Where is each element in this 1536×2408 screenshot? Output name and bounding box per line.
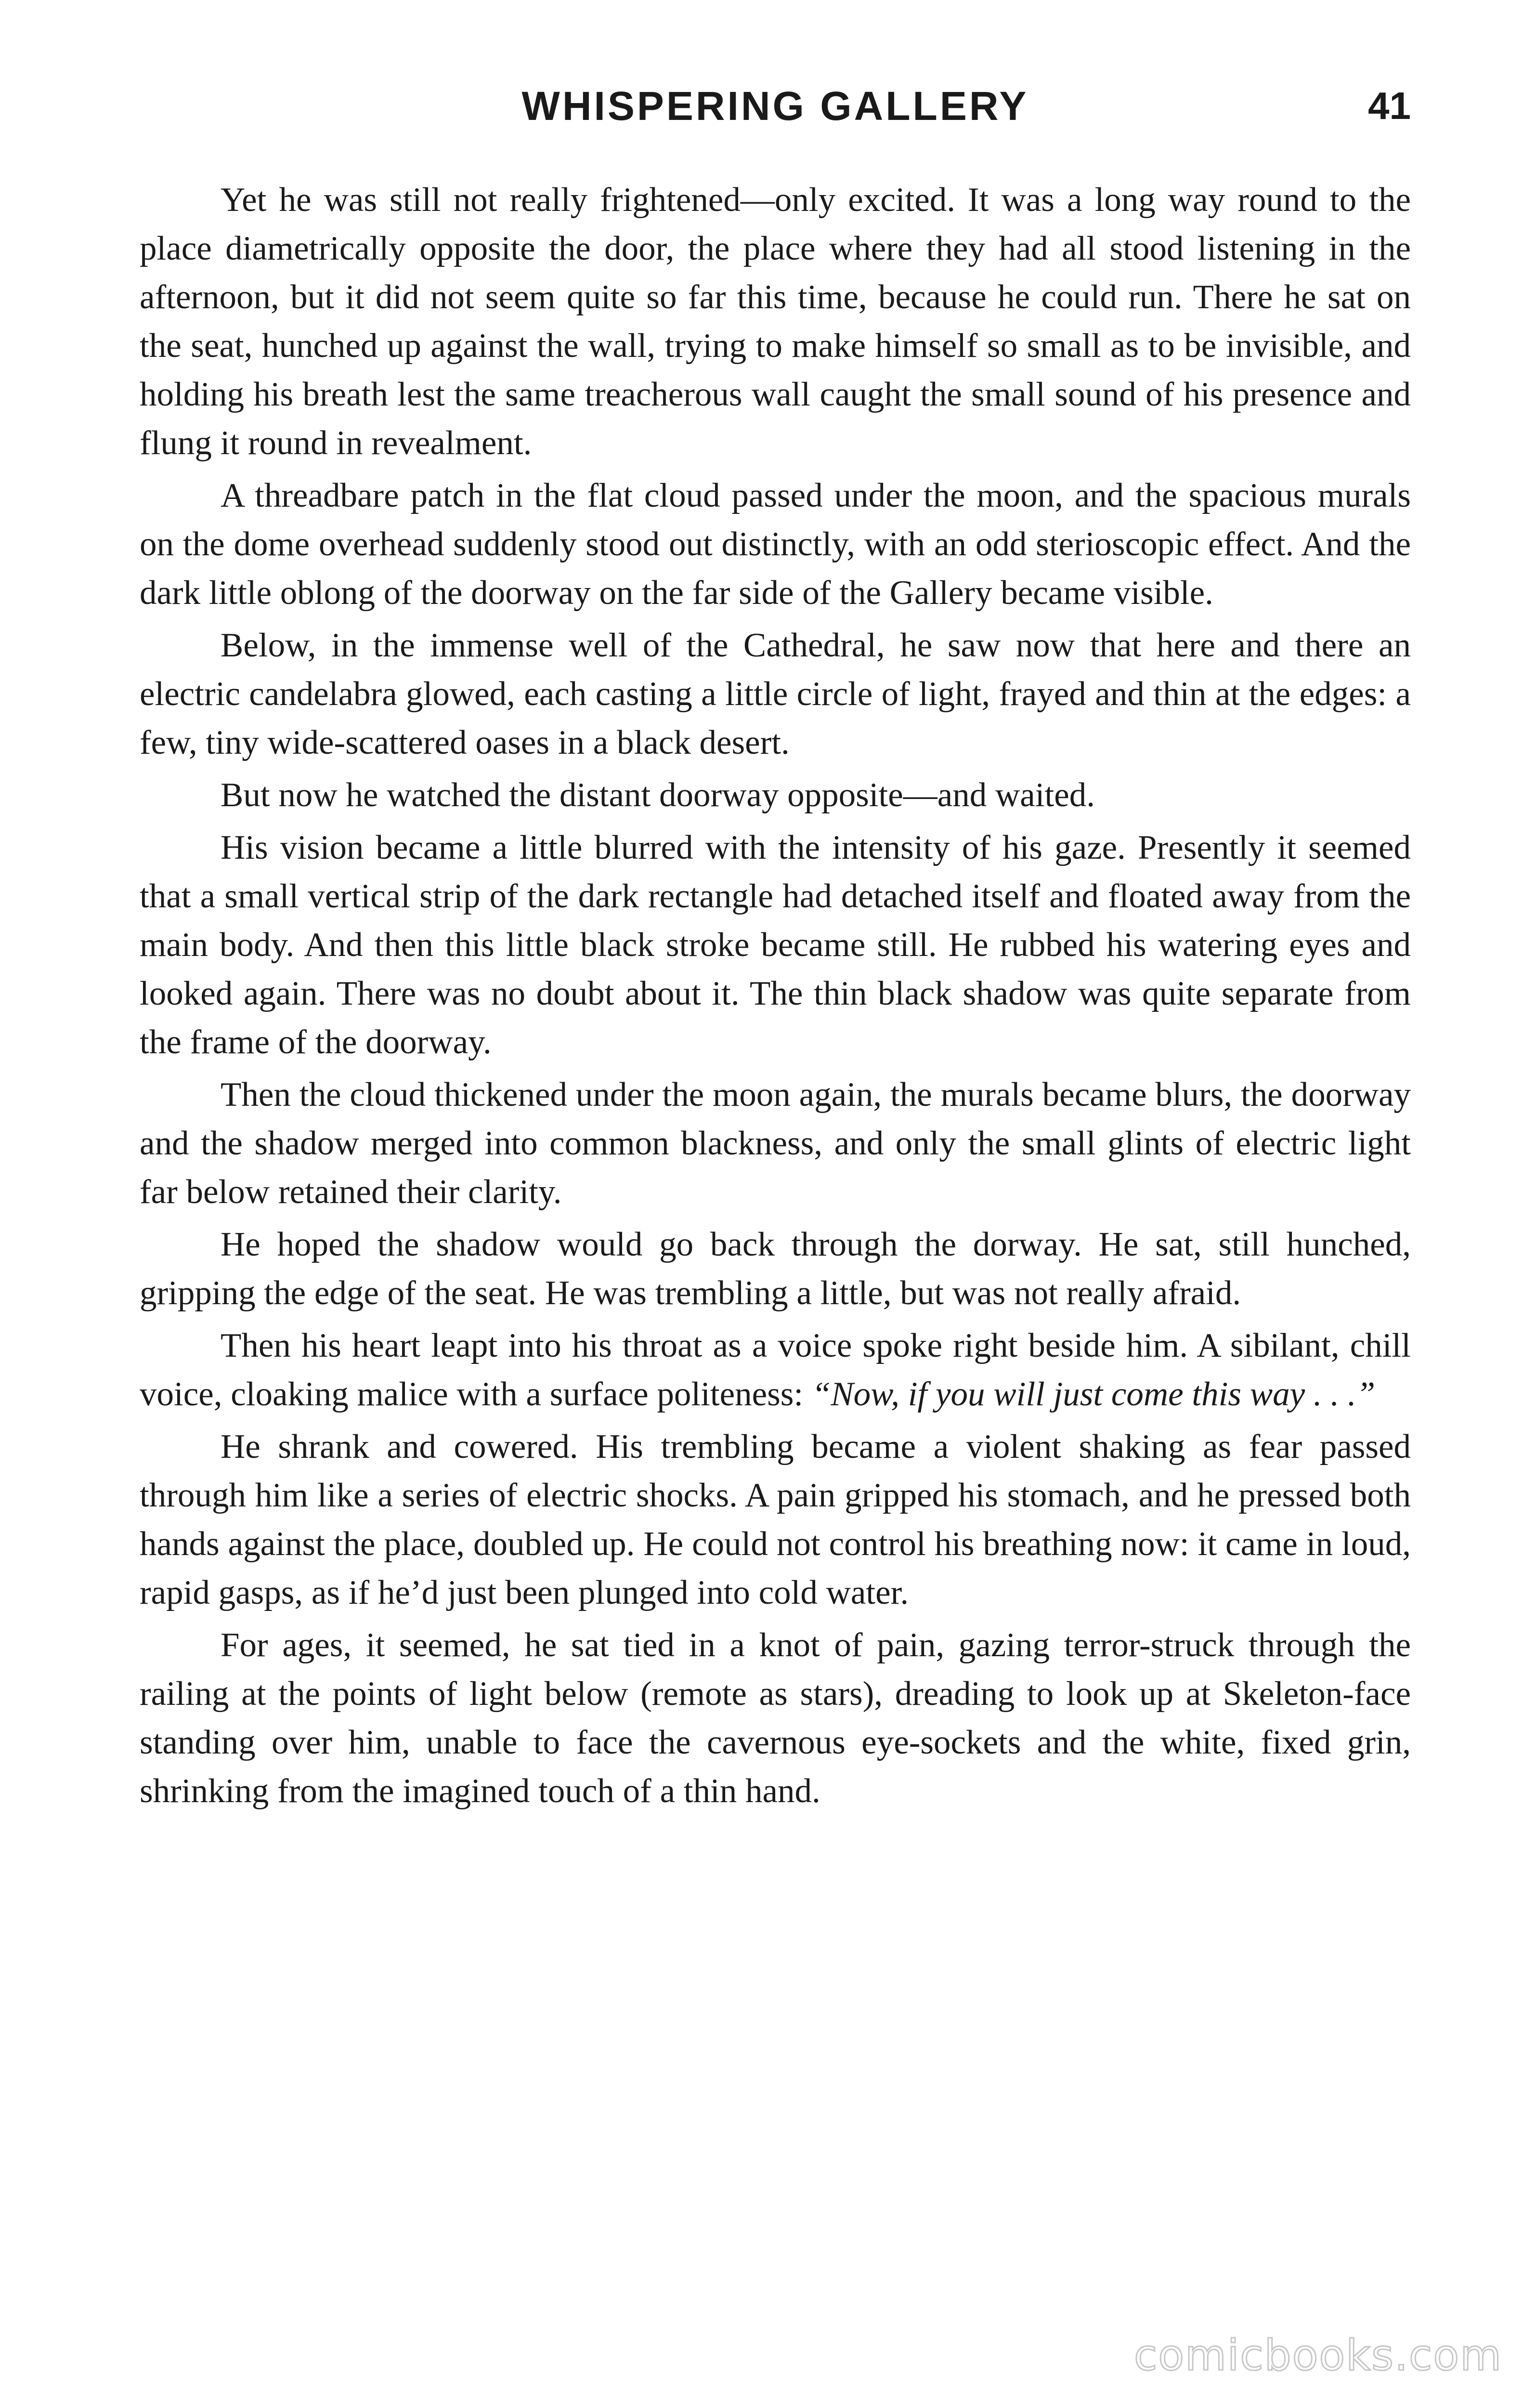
paragraph-3: Below, in the immense well of the Cathedral, he saw now that here and there an electric candelabra glowed, each casting a little circle of light, frayed and thin at the edges: a few, tiny wide-scattered oases in a black desert. bbox=[140, 627, 1411, 761]
paragraph-8 bbox=[140, 1322, 1411, 1419]
quoted-speech: “Now, if you will just come this way . . .” bbox=[811, 1375, 1376, 1413]
page-number: 41 bbox=[1368, 84, 1411, 127]
running-title: WHISPERING GALLERY bbox=[521, 83, 1029, 129]
paragraph-4: But now he watched the distant doorway opposite—and waited. bbox=[221, 776, 1095, 814]
paragraph-8-text: Then his heart leapt into his throat as a voice spoke right beside him. A sibilant, chill voice, cloaking malice with a surface politeness: bbox=[140, 1327, 1411, 1413]
paragraph-9: He shrank and cowered. His trembling became a violent shaking as fear passed through him like a series of electric shocks. A pain gripped his stomach, and he pressed both hands against the place, doubled up. He could not control his breathing now: it came in loud, rapid gasps, as if he’d just been plunged into cold water. bbox=[140, 1428, 1411, 1611]
paragraph-5: His vision became a little blurred with the intensity of his gaze. Presently it seemed that a small vertical strip of the dark rectangle had detached itself and floated away from the main body. And then this little black stroke became still. He rubbed his watering eyes and looked again. There was no doubt about it. The thin black shadow was quite separate from the frame of the doorway. bbox=[140, 829, 1411, 1061]
body-text bbox=[140, 176, 1411, 1819]
paragraph-7: He hoped the shadow would go back through the dorway. He sat, still hunched, gripping the edge of the seat. He was trembling a little, but was not really afraid. bbox=[140, 1226, 1411, 1312]
paragraph-6: Then the cloud thickened under the moon again, the murals became blurs, the doorway and the shadow merged into common blackness, and only the small glints of electric light far below retained their clarity. bbox=[140, 1076, 1411, 1211]
paragraph-10: For ages, it seemed, he sat tied in a knot of pain, gazing terror-struck through the railing at the points of light below (remote as stars), dreading to look up at Skeleton-face standing over him, unable to face the cavernous eye-sockets and the white, fixed grin, shrinking from the imagined touch of a thin hand. bbox=[140, 1626, 1411, 1810]
running-head bbox=[140, 75, 1411, 137]
watermark: comicbooks.com bbox=[1133, 2330, 1502, 2380]
paragraph-1: Yet he was still not really frightened—only excited. It was a long way round to the place diametrically opposite the door, the place where they had all stood listening in the afternoon, but it did not seem quite so far this time, because he could run. There he sat on the seat, hunched up against the wall, trying to make himself so small as to be invisible, and holding his breath lest the same treacherous wall caught the small sound of his presence and flung it round in revealment. bbox=[140, 181, 1411, 462]
paragraph-2: A threadbare patch in the flat cloud passed under the moon, and the spacious murals on the dome overhead suddenly stood out distinctly, with an odd sterioscopic effect. And the dark little oblong of the doorway on the far side of the Gallery became visible. bbox=[140, 477, 1411, 612]
